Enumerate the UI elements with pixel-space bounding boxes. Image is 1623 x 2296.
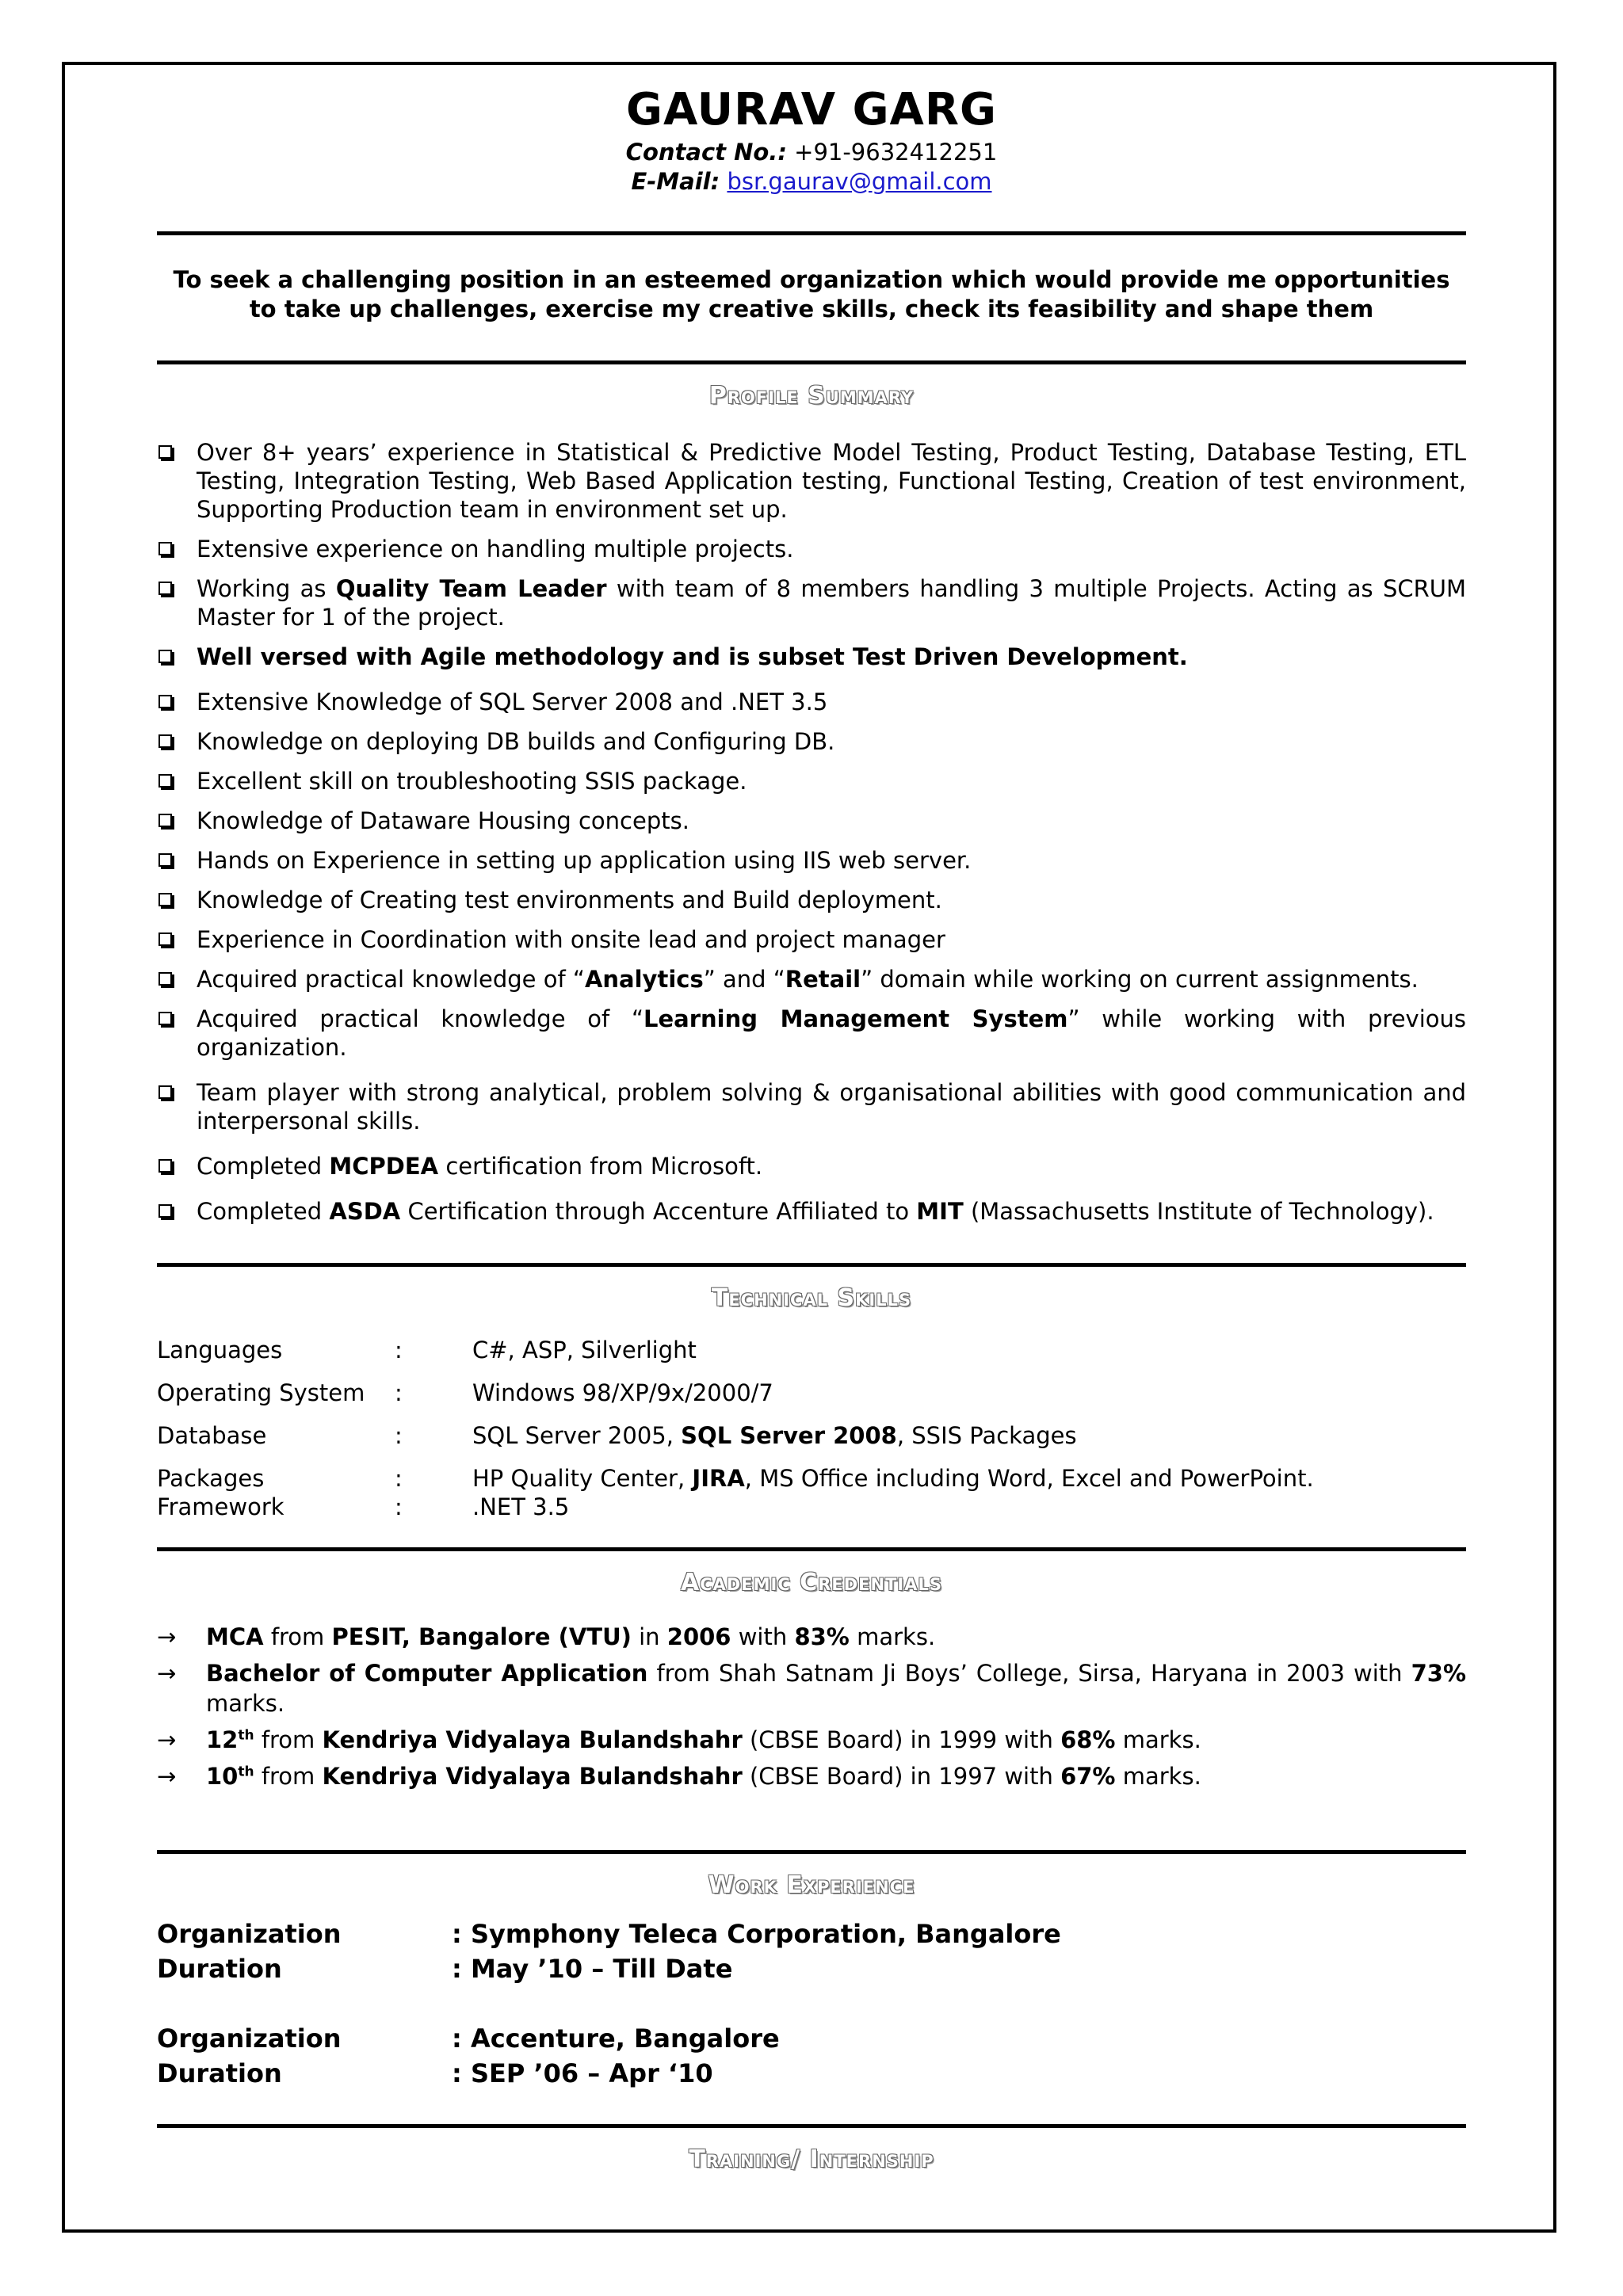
list-item: → 12th from Kendriya Vidyalaya Bulandshahr (CBSE Board) in 1999 with 68% marks. — [157, 1726, 1201, 1753]
checkbox-bullet-icon — [158, 853, 172, 867]
checkbox-bullet-icon — [158, 933, 172, 946]
contact-label: Contact No.: — [625, 139, 787, 166]
list-item: Over 8+ years’ experience in Statistical & Predictive Model Testing, Product Testing, Database Testing, ETL Testing, Integration Testing, Web Based Application testing, Functional Testing, Creation of test environment, Supporting Production team in environment set up. — [157, 438, 1466, 524]
arrow-right-icon: → — [157, 1623, 177, 1650]
list-item: Hands on Experience in setting up application using IIS web server. — [157, 846, 1466, 875]
contact-number: +91-9632412251 — [794, 139, 998, 166]
candidate-name: GAURAV GARG — [626, 84, 997, 135]
table-row: Organization : Accenture, Bangalore — [157, 2023, 780, 2054]
list-item: Extensive Knowledge of SQL Server 2008 and .NET 3.5 — [157, 688, 1466, 716]
divider — [157, 1547, 1466, 1551]
table-row: Duration : SEP ’06 – Apr ‘10 — [157, 2058, 713, 2088]
resume-content — [157, 62, 1466, 2173]
objective-line-2: to take up challenges, exercise my creative skills, check its feasibility and shape them — [249, 296, 1374, 322]
checkbox-bullet-icon — [158, 542, 172, 555]
list-item: Knowledge of Dataware Housing concepts. — [157, 807, 1466, 835]
divider — [157, 231, 1466, 235]
work-experience-table — [157, 1917, 1061, 2091]
checkbox-bullet-icon — [158, 814, 172, 827]
table-row: Packages : HP Quality Center, JIRA, MS Office including Word, Excel and PowerPoint. — [157, 1465, 1314, 1492]
email-link[interactable]: bsr.gaurav@gmail.com — [727, 168, 992, 195]
list-item: Completed ASDA Certification through Accenture Affiliated to MIT (Massachusetts Institute of Technology). — [157, 1197, 1466, 1226]
contact-line — [157, 138, 1466, 167]
divider — [157, 360, 1466, 364]
list-item: Working as Quality Team Leader with team of 8 members handling 3 multiple Projects. Acting as SCRUM Master for 1 of the project. — [157, 574, 1466, 631]
divider — [157, 1263, 1466, 1267]
section-title-training-internship: Training/ Internship — [689, 2145, 934, 2173]
table-row: Duration : May ’10 – Till Date — [157, 1954, 733, 1984]
list-item: Well versed with Agile methodology and is subset Test Driven Development. — [157, 643, 1466, 671]
arrow-right-icon: → — [157, 1660, 177, 1687]
list-item: Extensive experience on handling multiple projects. — [157, 535, 1466, 563]
list-item: Excellent skill on troubleshooting SSIS package. — [157, 767, 1466, 795]
checkbox-bullet-icon — [158, 1012, 172, 1025]
checkbox-bullet-icon — [158, 582, 172, 595]
section-title-profile-summary: Profile Summary — [708, 382, 915, 410]
technical-skills-table — [157, 1336, 1314, 1521]
list-item: → 10th from Kendriya Vidyalaya Bulandshahr (CBSE Board) in 1997 with 67% marks. — [157, 1763, 1201, 1790]
profile-summary-list — [157, 438, 1466, 1226]
checkbox-bullet-icon — [158, 695, 172, 708]
table-row: Organization : Symphony Teleca Corporation, Bangalore — [157, 1919, 1061, 1949]
checkbox-bullet-icon — [158, 445, 172, 459]
checkbox-bullet-icon — [158, 1085, 172, 1099]
divider — [157, 2124, 1466, 2128]
table-row: Operating System : Windows 98/XP/9x/2000/7 — [157, 1379, 773, 1406]
objective-line-1: To seek a challenging position in an esteemed organization which would provide me opportunities — [173, 266, 1450, 293]
academic-credentials-list — [157, 1622, 1466, 1791]
section-title-academic-credentials: Academic Credentials — [680, 1569, 942, 1596]
objective — [157, 265, 1466, 324]
checkbox-bullet-icon — [158, 774, 172, 788]
list-item: Completed MCPDEA certification from Microsoft. — [157, 1152, 1466, 1180]
checkbox-bullet-icon — [158, 1204, 172, 1218]
checkbox-bullet-icon — [158, 1159, 172, 1173]
list-item: Acquired practical knowledge of “Learning Management System” while working with previous organization. — [157, 1005, 1466, 1062]
list-item: Knowledge of Creating test environments and Build deployment. — [157, 886, 1466, 914]
section-title-technical-skills: Technical Skills — [711, 1284, 912, 1312]
arrow-right-icon: → — [157, 1726, 177, 1753]
list-item: Team player with strong analytical, problem solving & organisational abilities with good communication and interpersonal skills. — [157, 1078, 1466, 1135]
checkbox-bullet-icon — [158, 734, 172, 748]
checkbox-bullet-icon — [158, 650, 172, 663]
email-label: E-Mail: — [631, 168, 720, 195]
list-item: → MCA from PESIT, Bangalore (VTU) in 2006 with 83% marks. — [157, 1623, 936, 1650]
list-item: Experience in Coordination with onsite lead and project manager — [157, 925, 1466, 954]
table-row: Framework : .NET 3.5 — [157, 1493, 570, 1520]
list-item: → Bachelor of Computer Application from Shah Satnam Ji Boys’ College, Sirsa, Haryana in 2003 with 73% marks. — [157, 1660, 1467, 1717]
checkbox-bullet-icon — [158, 972, 172, 986]
table-row: Languages : C#, ASP, Silverlight — [157, 1337, 697, 1363]
divider — [157, 1850, 1466, 1854]
arrow-right-icon: → — [157, 1763, 177, 1790]
list-item: Knowledge on deploying DB builds and Configuring DB. — [157, 727, 1466, 756]
list-item: Acquired practical knowledge of “Analytics” and “Retail” domain while working on current assignments. — [157, 965, 1466, 994]
table-row: Database : SQL Server 2005, SQL Server 2008, SSIS Packages — [157, 1422, 1077, 1449]
section-title-work-experience: Work Experience — [708, 1871, 915, 1899]
email-line — [157, 167, 1466, 196]
checkbox-bullet-icon — [158, 893, 172, 906]
spacer-row — [157, 1986, 1061, 2021]
